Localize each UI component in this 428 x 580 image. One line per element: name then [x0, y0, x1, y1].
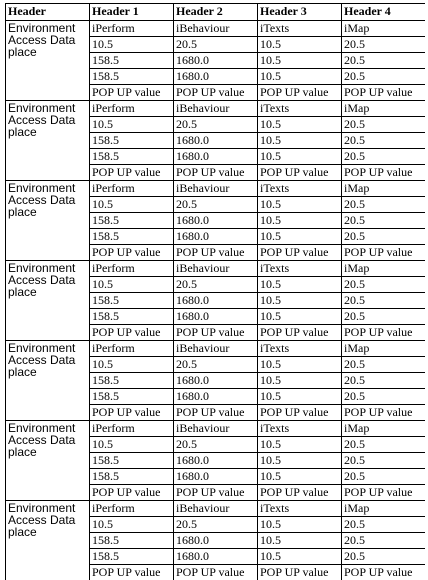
table-cell: 20.5: [342, 389, 426, 405]
table-cell: 20.5: [342, 229, 426, 245]
table-cell: 10.5: [258, 469, 342, 485]
document-page: [5, 3, 425, 580]
table-cell: POP UP value: [342, 485, 426, 501]
table-cell: 158.5: [90, 373, 174, 389]
table-cell: 20.5: [342, 357, 426, 373]
table-cell: 1680.0: [174, 549, 258, 565]
group-label: Environment Access Data place: [6, 421, 90, 501]
table-cell: POP UP value: [90, 165, 174, 181]
table-cell: 10.5: [258, 133, 342, 149]
group-label: Environment Access Data place: [6, 181, 90, 261]
table-cell: POP UP value: [174, 165, 258, 181]
group-label: Environment Access Data place: [6, 21, 90, 101]
table-cell: 20.5: [342, 309, 426, 325]
table-cell: 20.5: [342, 69, 426, 85]
table-cell: 20.5: [342, 533, 426, 549]
table-cell: POP UP value: [90, 85, 174, 101]
table-cell: 10.5: [258, 149, 342, 165]
table-cell: 158.5: [90, 533, 174, 549]
table-cell: 1680.0: [174, 373, 258, 389]
table-cell: 10.5: [90, 197, 174, 213]
table-cell: 10.5: [258, 549, 342, 565]
table-cell: 1680.0: [174, 69, 258, 85]
table-cell: 10.5: [258, 373, 342, 389]
table-cell: POP UP value: [90, 245, 174, 261]
table-cell: 10.5: [258, 117, 342, 133]
table-cell: POP UP value: [174, 325, 258, 341]
table-cell: 10.5: [90, 437, 174, 453]
table-cell: 158.5: [90, 389, 174, 405]
table-cell: POP UP value: [174, 245, 258, 261]
table-cell: POP UP value: [90, 405, 174, 421]
table-cell: iTexts: [258, 101, 342, 117]
table-cell: 10.5: [258, 37, 342, 53]
header-cell: Header: [6, 4, 90, 21]
table-body: [6, 21, 426, 580]
table-cell: 1680.0: [174, 469, 258, 485]
table-cell: 1680.0: [174, 453, 258, 469]
table-cell: 1680.0: [174, 213, 258, 229]
header-row: [6, 4, 426, 21]
table-row: [6, 21, 426, 37]
table-cell: 20.5: [342, 373, 426, 389]
table-cell: iPerform: [90, 101, 174, 117]
table-cell: POP UP value: [342, 85, 426, 101]
table-cell: 1680.0: [174, 133, 258, 149]
data-table: [5, 3, 425, 580]
table-cell: iTexts: [258, 341, 342, 357]
table-cell: POP UP value: [174, 565, 258, 580]
table-cell: 20.5: [342, 133, 426, 149]
table-cell: iPerform: [90, 501, 174, 517]
table-cell: iMap: [342, 181, 426, 197]
table-cell: 1680.0: [174, 293, 258, 309]
table-cell: POP UP value: [258, 85, 342, 101]
table-cell: 20.5: [342, 149, 426, 165]
table-cell: POP UP value: [342, 565, 426, 580]
header-cell: Header 1: [90, 4, 174, 21]
table-row: [6, 341, 426, 357]
table-cell: 158.5: [90, 309, 174, 325]
table-cell: POP UP value: [258, 405, 342, 421]
table-header: [6, 4, 426, 21]
table-cell: iTexts: [258, 261, 342, 277]
table-cell: iMap: [342, 421, 426, 437]
group-label: Environment Access Data place: [6, 261, 90, 341]
table-cell: 158.5: [90, 453, 174, 469]
table-cell: iPerform: [90, 261, 174, 277]
table-cell: 20.5: [174, 37, 258, 53]
table-cell: 10.5: [90, 277, 174, 293]
table-cell: 10.5: [90, 37, 174, 53]
table-cell: POP UP value: [258, 165, 342, 181]
table-cell: POP UP value: [342, 165, 426, 181]
table-cell: iMap: [342, 341, 426, 357]
table-cell: 1680.0: [174, 389, 258, 405]
table-cell: iTexts: [258, 21, 342, 37]
table-cell: 10.5: [258, 309, 342, 325]
table-cell: iTexts: [258, 421, 342, 437]
table-cell: 10.5: [90, 517, 174, 533]
table-cell: iMap: [342, 261, 426, 277]
table-cell: 10.5: [258, 453, 342, 469]
table-cell: iTexts: [258, 181, 342, 197]
table-row: [6, 101, 426, 117]
table-cell: 20.5: [342, 517, 426, 533]
table-cell: POP UP value: [342, 245, 426, 261]
table-cell: iPerform: [90, 21, 174, 37]
table-row: [6, 421, 426, 437]
table-cell: 10.5: [258, 517, 342, 533]
table-cell: 20.5: [342, 53, 426, 69]
table-cell: POP UP value: [90, 325, 174, 341]
table-cell: 158.5: [90, 149, 174, 165]
table-cell: 10.5: [90, 117, 174, 133]
table-cell: iBehaviour: [174, 181, 258, 197]
table-cell: 20.5: [342, 437, 426, 453]
table-cell: POP UP value: [90, 485, 174, 501]
table-cell: 158.5: [90, 69, 174, 85]
table-cell: iTexts: [258, 501, 342, 517]
table-cell: 158.5: [90, 469, 174, 485]
table-cell: 158.5: [90, 53, 174, 69]
table-row: [6, 181, 426, 197]
table-cell: 10.5: [90, 357, 174, 373]
table-cell: 20.5: [342, 469, 426, 485]
table-cell: iMap: [342, 21, 426, 37]
table-cell: POP UP value: [174, 85, 258, 101]
table-cell: 1680.0: [174, 149, 258, 165]
table-cell: 20.5: [342, 277, 426, 293]
table-cell: iPerform: [90, 181, 174, 197]
table-cell: 20.5: [174, 517, 258, 533]
table-cell: POP UP value: [258, 325, 342, 341]
group-label: Environment Access Data place: [6, 501, 90, 580]
group-label: Environment Access Data place: [6, 341, 90, 421]
table-cell: 158.5: [90, 229, 174, 245]
table-cell: 1680.0: [174, 229, 258, 245]
table-cell: POP UP value: [258, 245, 342, 261]
table-cell: 10.5: [258, 437, 342, 453]
table-cell: 1680.0: [174, 309, 258, 325]
table-cell: 158.5: [90, 549, 174, 565]
table-cell: iMap: [342, 101, 426, 117]
table-cell: iBehaviour: [174, 341, 258, 357]
table-cell: 1680.0: [174, 53, 258, 69]
table-cell: 1680.0: [174, 533, 258, 549]
table-cell: 158.5: [90, 293, 174, 309]
table-cell: 10.5: [258, 69, 342, 85]
table-cell: iBehaviour: [174, 261, 258, 277]
header-cell: Header 3: [258, 4, 342, 21]
table-cell: 20.5: [342, 549, 426, 565]
table-cell: 10.5: [258, 229, 342, 245]
table-cell: 158.5: [90, 213, 174, 229]
table-cell: 20.5: [342, 37, 426, 53]
table-cell: iBehaviour: [174, 21, 258, 37]
table-cell: iBehaviour: [174, 421, 258, 437]
header-cell: Header 2: [174, 4, 258, 21]
table-cell: 20.5: [342, 213, 426, 229]
table-cell: 158.5: [90, 133, 174, 149]
table-cell: 20.5: [174, 277, 258, 293]
table-cell: POP UP value: [90, 565, 174, 580]
table-cell: POP UP value: [342, 405, 426, 421]
table-cell: 10.5: [258, 389, 342, 405]
table-cell: 10.5: [258, 213, 342, 229]
table-cell: POP UP value: [258, 565, 342, 580]
table-row: [6, 261, 426, 277]
table-cell: 10.5: [258, 357, 342, 373]
table-cell: iMap: [342, 501, 426, 517]
table-cell: 20.5: [342, 117, 426, 133]
table-cell: 10.5: [258, 197, 342, 213]
table-cell: 10.5: [258, 277, 342, 293]
table-cell: POP UP value: [174, 485, 258, 501]
table-cell: POP UP value: [174, 405, 258, 421]
table-cell: 20.5: [174, 357, 258, 373]
table-cell: 10.5: [258, 293, 342, 309]
table-cell: 20.5: [342, 293, 426, 309]
table-cell: iBehaviour: [174, 501, 258, 517]
table-cell: 10.5: [258, 53, 342, 69]
header-cell: Header 4: [342, 4, 426, 21]
table-cell: POP UP value: [258, 485, 342, 501]
table-cell: iPerform: [90, 341, 174, 357]
table-cell: 20.5: [174, 437, 258, 453]
table-cell: POP UP value: [342, 325, 426, 341]
table-cell: 20.5: [174, 117, 258, 133]
table-row: [6, 501, 426, 517]
group-label: Environment Access Data place: [6, 101, 90, 181]
table-cell: 20.5: [342, 453, 426, 469]
table-cell: iBehaviour: [174, 101, 258, 117]
table-cell: iPerform: [90, 421, 174, 437]
table-cell: 20.5: [174, 197, 258, 213]
table-cell: 20.5: [342, 197, 426, 213]
table-cell: 10.5: [258, 533, 342, 549]
